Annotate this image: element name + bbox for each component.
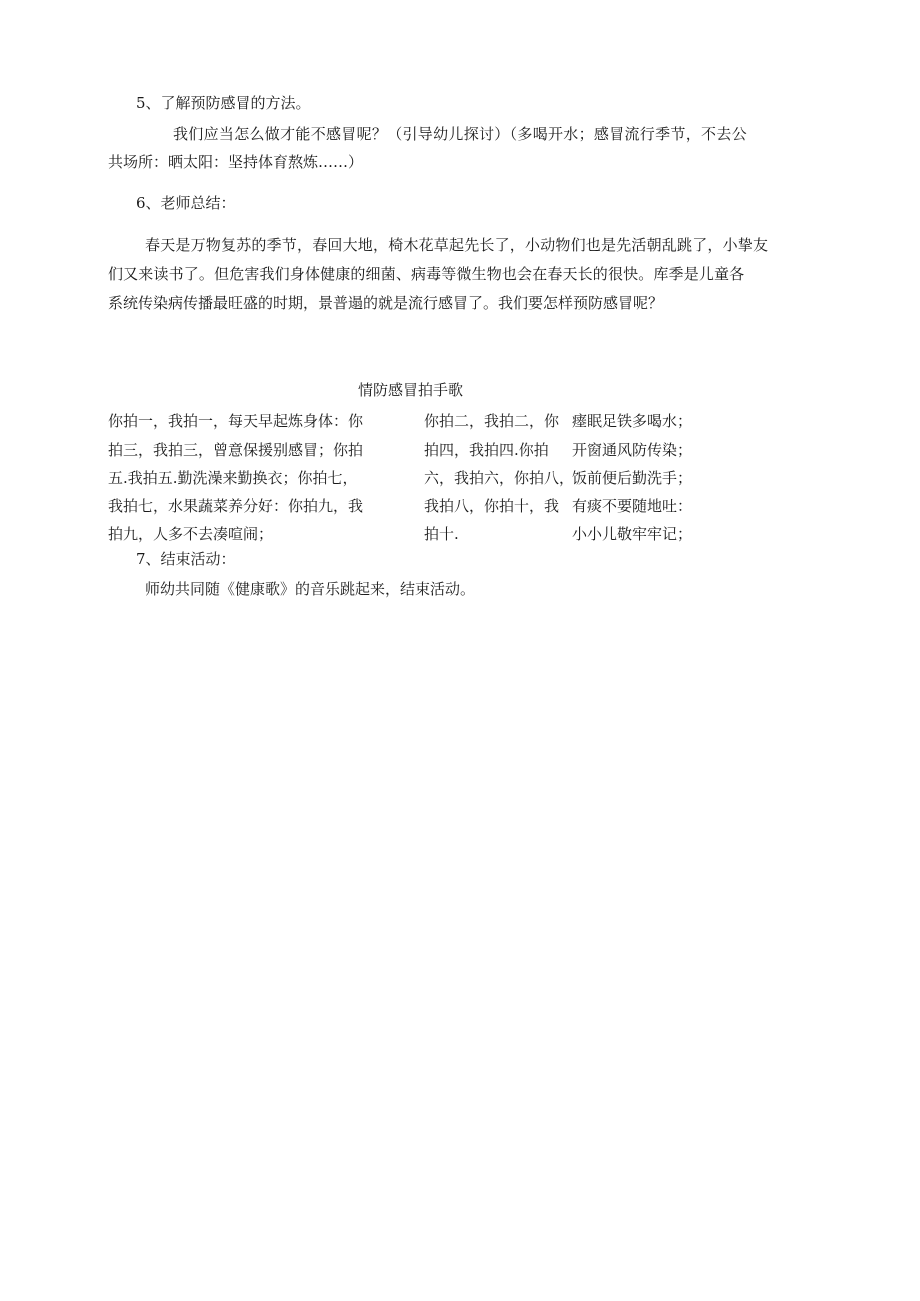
song-col1-line-2: 拍三，我拍三，曾意保援别感冒；你拍 xyxy=(108,441,364,459)
song-col2-line-1: 你拍二，我拍二，你 xyxy=(424,412,560,430)
section-6-heading: 6、老师总结： xyxy=(136,194,236,212)
section-6-paragraph-line-2: 们又来读书了。但危害我们身体健康的细菌、病毒等微生物也会在春天长的很快。库季是儿童各 xyxy=(108,265,745,283)
section-5-paragraph-line-1: 我们应当怎么做才能不感冒呢？（引导幼儿探讨）（多喝开水；感冒流行季节，不去公 xyxy=(173,125,747,143)
section-5-paragraph-line-2: 共场所：晒太阳：坚持体育熬炼……） xyxy=(108,153,364,171)
song-col1-line-1: 你拍一，我拍一，每天早起炼身体：你 xyxy=(108,412,364,430)
song-col2-line-2: 拍四，我拍四.你拍 xyxy=(424,441,549,459)
section-6-paragraph-line-3: 系统传染病传播最旺盛的时期，景普遢的就是流行感冒了。我们要怎样预防感冒呢？ xyxy=(108,294,664,312)
song-col2-line-5: 拍十. xyxy=(424,525,459,543)
section-7-heading: 7、结束活动： xyxy=(136,550,236,568)
song-col3-line-2: 开窗通风防传染； xyxy=(572,441,693,459)
song-col3-line-1: 瘗眠足铁多喝水； xyxy=(572,412,693,430)
song-col1-line-4: 我拍七，水果蔬菜养分好：你拍九，我 xyxy=(108,497,364,515)
song-title: 情防感冒拍手歌 xyxy=(358,381,464,399)
song-col3-line-4: 有痰不要随地吐： xyxy=(572,497,693,515)
song-col2-line-3: 六，我拍六，你拍八， xyxy=(424,469,575,487)
song-col1-line-3: 五.我拍五.勤洗澡来勤换衣；你拍七， xyxy=(108,469,358,487)
section-7-paragraph-line-1: 师幼共同随《健康歌》的音乐跳起来，结束活动。 xyxy=(145,580,476,598)
section-6-paragraph-line-1: 春天是万物复苏的季节，春回大地，椅木花草起先长了，小动物们也是先活朝乱跳了，小挚友 xyxy=(145,236,769,254)
song-col3-line-3: 饭前便后勤洗手； xyxy=(572,469,693,487)
song-col3-line-5: 小小儿敬牢牢记； xyxy=(572,525,693,543)
song-col1-line-5: 拍九，人多不去凑喧闹； xyxy=(108,525,274,543)
section-5-heading: 5、了解预防感冒的方法。 xyxy=(136,94,311,112)
song-col2-line-4: 我拍八，你拍十，我 xyxy=(424,497,560,515)
